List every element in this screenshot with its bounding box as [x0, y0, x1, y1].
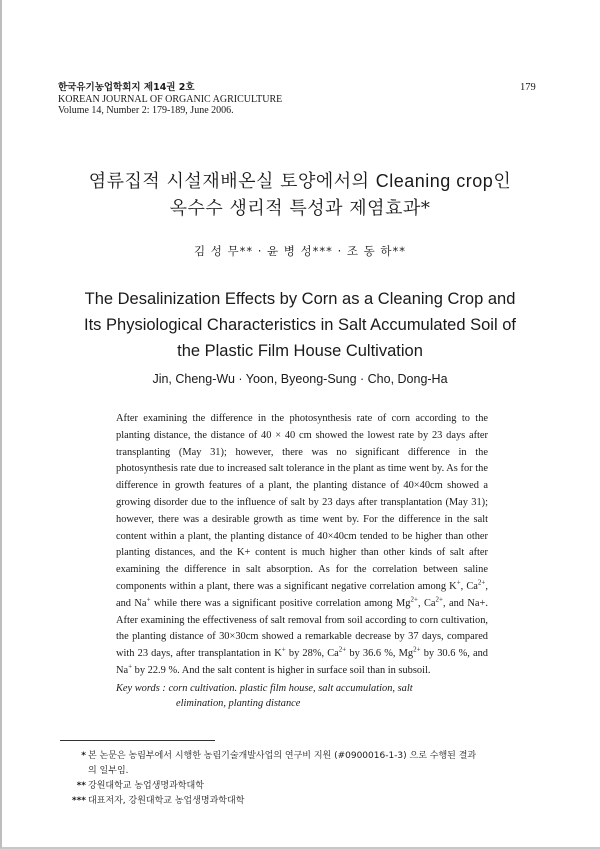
english-title-line-1: The Desalinization Effects by Corn as a Cleaning Crop and: [84, 290, 516, 308]
abstract: After examining the difference in the photosynthesis rate of corn according to the planting distance, the distance of 40 × 40 cm showed the lowest rate by 23 days after transplanting (May 31); however, there was no significant difference in the photosynthesis rate due to increased salt tolerance in the plant as time went by. As for the difference in growth features of a plant, the planting distance of 40×40cm showed a growing disorder due to the influence of salt by 23 days after transplantation (May 31); however, there was a desirable growth as time went by. For the difference in the salt content within a plant, the planting distance of 40×40cm tended to be higher than other planting distances, and the K+ content is much higher than other kinds of salt after examining the difference in salt absorption. As for the correlation between saline components within a plant, there was a significant negative correlation among K+, $Ca^{2+}$, and Na+ while there was a significant positive correlation among $Mg^{2+}$, $Ca^{2+}$, and Na+. After examining the effectiveness of salt removal from soil according to corn cultivation, the planting distance of 30×30cm showed a remarkable decrease by 37 days, compared with 23 days, after transplantation in K+ by 28%, $Ca^{2+}$ by 36.6 %, $Mg^{2+}$ by 30.6 %, and Na+ by 22.9 %. And the salt content is higher in surface soil than in subsoil.: [116, 413, 489, 676]
footnote-mark: **: [76, 781, 86, 791]
footnote-funding: [60, 749, 530, 779]
page-number: 179: [520, 82, 536, 93]
journal-name-english: KOREAN JOURNAL OF ORGANIC AGRICULTURE: [58, 93, 283, 105]
footnote-corresponding-author: [60, 794, 530, 809]
footnote-text: 대표저자, 강원대학교 농업생명과학대학: [88, 796, 245, 806]
korean-title-line-2: 옥수수 생리적 특성과 제염효과*: [169, 198, 431, 219]
footnote-affiliation: [60, 779, 530, 794]
footnote-mark: ***: [71, 796, 86, 806]
journal-header: [58, 82, 282, 117]
footnote-text-continued: 의 일부임.: [88, 766, 129, 776]
korean-title: [60, 168, 540, 222]
keywords-line-2: elimination, planting distance: [176, 698, 301, 709]
volume-info: Volume 14, Number 2: 179-189, June 2006.: [58, 105, 234, 116]
keywords-line-1: corn cultivation. plastic film house, salt accumulation, salt: [168, 683, 413, 694]
keywords-label: Key words :: [116, 683, 169, 694]
english-title-line-2: Its Physiological Characteristics in Salt Accumulated Soil of: [84, 316, 516, 334]
footnote-text: 강원대학교 농업생명과학대학: [88, 781, 204, 791]
english-authors: Jin, Cheng-Wu · Yoon, Byeong-Sung · Cho, Dong-Ha: [152, 372, 448, 386]
english-title-line-3: the Plastic Film House Cultivation: [177, 342, 423, 360]
keywords: [116, 681, 488, 711]
korean-title-line-1: 염류집적 시설재배온실 토양에서의 Cleaning crop인: [88, 171, 512, 192]
footnote-divider: [60, 740, 215, 741]
footnote-mark: *: [81, 751, 86, 761]
footnotes: [60, 749, 530, 809]
footnote-text: 본 논문은 농림부에서 시행한 농림기술개발사업의 연구비 지원 (#0900016-1-3) 으로 수행된 결과: [88, 751, 477, 761]
english-title: [55, 286, 545, 364]
journal-name-korean: 한국유기농업학회지 제14권 2호: [58, 82, 195, 93]
korean-authors: 김 성 무** · 윤 병 성*** · 조 동 하**: [193, 244, 407, 258]
